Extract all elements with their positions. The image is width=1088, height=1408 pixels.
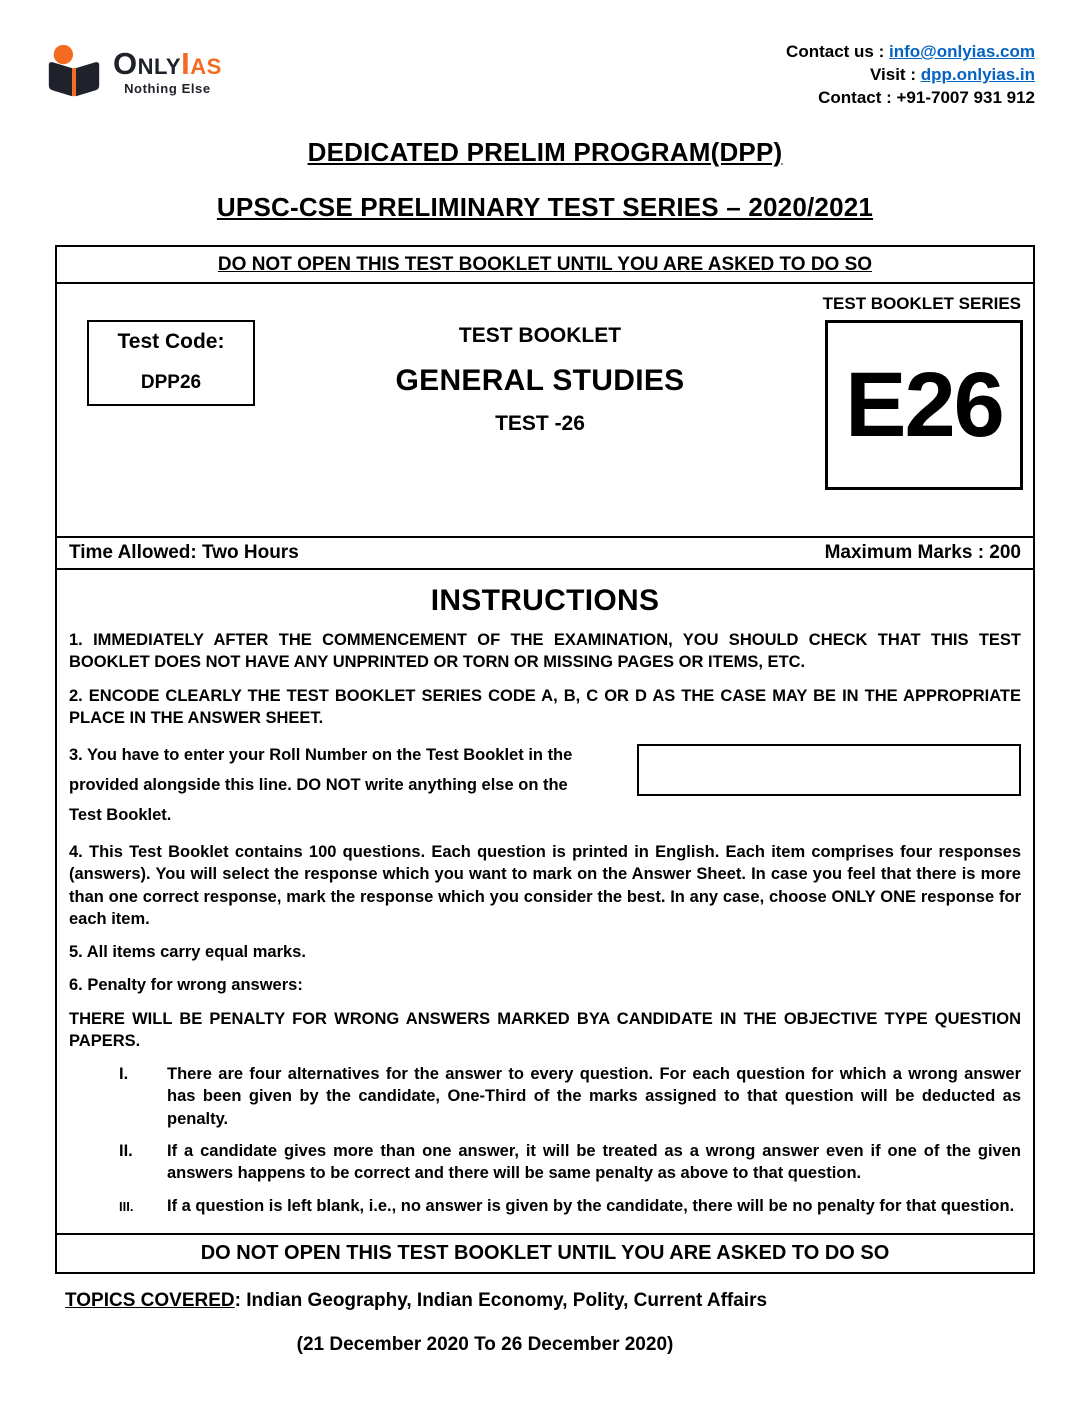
program-title: DEDICATED PRELIM PROGRAM(DPP) xyxy=(307,137,783,167)
topics-line xyxy=(55,1290,1035,1312)
logo-text xyxy=(113,45,222,96)
instruction-1: 1. IMMEDIATELY AFTER THE COMMENCEMENT OF THE EXAMINATION, YOU SHOULD CHECK THAT THIS TEST BOOKLET DOES NOT HAVE ANY UNPRINTED OR TORN OR MISSING PAGES OR ITEMS, ETC. xyxy=(69,631,1021,672)
test-code-label: Test Code: xyxy=(117,330,225,353)
logo-tagline: Nothing Else xyxy=(124,80,211,96)
roll-number-box xyxy=(637,744,1021,796)
test-booklet-label: TEST BOOKLET xyxy=(458,324,622,347)
visit-label: Visit : xyxy=(870,65,921,84)
penalty-subitem-3 xyxy=(57,1195,1033,1217)
do-not-open-bottom: DO NOT OPEN THIS TEST BOOKLET UNTIL YOU ARE ASKED TO DO SO xyxy=(57,1233,1033,1272)
test-code-box xyxy=(87,320,255,406)
topics-label: TOPICS COVERED xyxy=(65,1289,235,1311)
visit-line xyxy=(786,63,1035,86)
test-number: TEST -26 xyxy=(495,412,585,435)
instructions-heading: INSTRUCTIONS xyxy=(430,584,660,617)
subitem-3-number: III. xyxy=(119,1198,134,1214)
subitem-1-text: There are four alternatives for the answer to every question. For each question for which a wrong answer has been given by the candidate, One-Third of the marks assigned to that question will be deducted as penalty. xyxy=(167,1065,1021,1128)
subject-title: GENERAL STUDIES xyxy=(395,364,685,397)
series-code-box xyxy=(825,320,1023,490)
series-title: UPSC-CSE PRELIMINARY TEST SERIES – 2020/2021 xyxy=(216,192,874,222)
penalty-subitem-1 xyxy=(57,1063,1033,1130)
contact-email-link[interactable]: info@onlyias.com xyxy=(889,42,1035,61)
instruction-3-line3: Test Booklet. xyxy=(69,806,172,825)
phone-label: Contact : xyxy=(818,88,897,107)
penalty-subitem-2 xyxy=(57,1140,1033,1185)
visit-link[interactable]: dpp.onlyias.in xyxy=(920,65,1035,84)
onlyias-logo-icon xyxy=(43,40,105,102)
time-marks-row xyxy=(57,536,1033,570)
instruction-3 xyxy=(57,740,1033,830)
contact-us-line xyxy=(786,40,1035,63)
series-code: E26 xyxy=(845,354,1003,456)
booklet-box xyxy=(55,245,1035,1274)
onlyias-logo xyxy=(43,40,222,102)
instruction-4: 4. This Test Booklet contains 100 questions. Each question is printed in English. Each item comprises four responses (answers). You will select the response which you want to mark on the Answer Sheet. In case you feel that there is more than one correct response, mark the response which you consider the best. In any case, choose ONLY ONE response for each item. xyxy=(69,843,1021,928)
instruction-2: 2. ENCODE CLEARLY THE TEST BOOKLET SERIES CODE A, B, C OR D AS THE CASE MAY BE IN THE APPROPRIATE PLACE IN THE ANSWER SHEET. xyxy=(69,686,1021,727)
header xyxy=(55,40,1035,109)
topics-value: : Indian Geography, Indian Economy, Polity, Current Affairs xyxy=(234,1289,768,1311)
penalty-note: THERE WILL BE PENALTY FOR WRONG ANSWERS MARKED BYA CANDIDATE IN THE OBJECTIVE TYPE QUESTION PAPERS. xyxy=(69,1009,1021,1050)
logo-only-text: Only xyxy=(113,45,182,81)
contact-us-label: Contact us : xyxy=(786,42,889,61)
instruction-5: 5. All items carry equal marks. xyxy=(69,943,306,962)
instruction-3-text xyxy=(69,740,631,830)
subitem-3-text: If a question is left blank, i.e., no answer is given by the candidate, there will be no penalty for that question. xyxy=(167,1196,1015,1215)
phone-line xyxy=(786,86,1035,109)
subitem-2-text: If a candidate gives more than one answer, it will be treated as a wrong answer even if one of the given answers happens to be correct and there will be same penalty as above to that question. xyxy=(167,1141,1021,1183)
roll-number-box-wrap xyxy=(631,740,1021,830)
contact-block xyxy=(786,40,1035,109)
subitem-1-number: I. xyxy=(119,1065,129,1084)
do-not-open-top: DO NOT OPEN THIS TEST BOOKLET UNTIL YOU ARE ASKED TO DO SO xyxy=(57,247,1033,284)
instruction-6: 6. Penalty for wrong answers: xyxy=(69,976,303,995)
logo-ias-text: Ias xyxy=(181,45,222,81)
test-code-value: DPP26 xyxy=(140,372,202,393)
date-range: (21 December 2020 To 26 December 2020) xyxy=(296,1333,674,1355)
test-booklet-series-label: TEST BOOKLET SERIES xyxy=(822,294,1021,313)
maximum-marks: Maximum Marks : 200 xyxy=(824,542,1021,563)
logo-wordmark xyxy=(113,45,222,81)
phone-number: +91-7007 931 912 xyxy=(896,88,1035,107)
code-row xyxy=(57,314,1033,536)
subitem-2-number: II. xyxy=(119,1141,133,1160)
booklet-center-titles xyxy=(255,320,825,436)
instruction-3-line1: 3. You have to enter your Roll Number on the Test Booklet in the xyxy=(69,746,573,765)
time-allowed: Time Allowed: Two Hours xyxy=(69,542,299,563)
instruction-3-line2: provided alongside this line. DO NOT write anything else on the xyxy=(69,776,568,795)
